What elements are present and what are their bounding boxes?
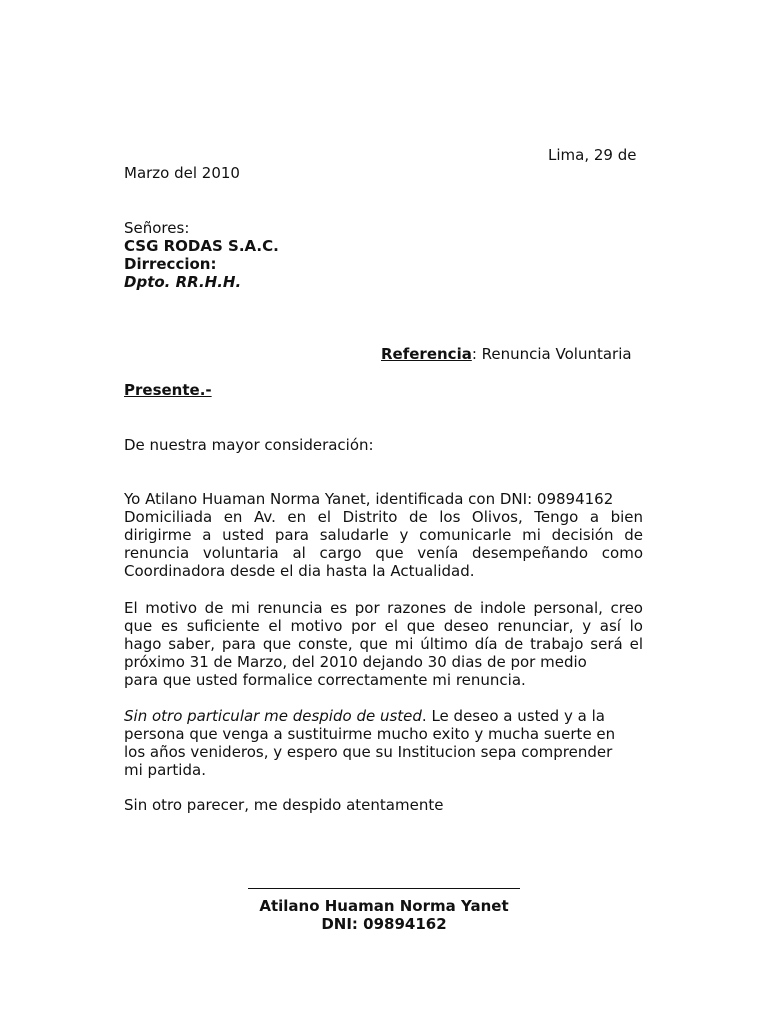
paragraph-2-line: para que usted formalice correctamente mi renuncia. (124, 671, 526, 689)
paragraph-2-line: que es suficiente el motivo por el que deseo renunciar, y así lo (124, 617, 643, 635)
recipient-company: CSG RODAS S.A.C. (124, 237, 279, 255)
paragraph-2-line: El motivo de mi renuncia es por razones de indole personal, creo (124, 599, 643, 617)
greeting: De nuestra mayor consideración: (124, 436, 374, 454)
paragraph-2-line: hago saber, para que conste, que mi último día de trabajo será el (124, 635, 643, 653)
signature-dni: DNI: 09894162 (321, 915, 447, 933)
reference-value: : Renuncia Voluntaria (471, 345, 632, 363)
paragraph-1-line: renuncia voluntaria al cargo que venía desempeñando como (124, 544, 643, 562)
reference-label: Referencia (381, 345, 472, 363)
recipient-salutation: Señores: (124, 219, 190, 237)
signature-name: Atilano Huaman Norma Yanet (259, 897, 509, 915)
paragraph-3-line: persona que venga a sustituirme mucho exito y mucha suerte en (124, 725, 616, 743)
paragraph-3-italic: Sin otro particular me despido de usted (124, 707, 422, 725)
signature-line (248, 888, 520, 889)
paragraph-3-line: mi partida. (124, 761, 206, 779)
recipient-address-label: Dirreccion: (124, 255, 217, 273)
paragraph-1-line: dirigirme a usted para saludarle y comunicarle mi decisión de (124, 526, 643, 544)
date-line-1: Lima, 29 de (548, 146, 637, 164)
paragraph-3-rest: . Le deseo a usted y a la (421, 707, 605, 725)
presente-heading: Presente.- (124, 381, 212, 399)
paragraph-3-first-line (124, 707, 605, 725)
reference-line (381, 345, 632, 363)
paragraph-1-line: Yo Atilano Huaman Norma Yanet, identificada con DNI: 09894162 (124, 490, 614, 508)
paragraph-2-line: próximo 31 de Marzo, del 2010 dejando 30 dias de por medio (124, 653, 587, 671)
recipient-department: Dpto. RR.H.H. (124, 273, 242, 291)
closing-line: Sin otro parecer, me despido atentamente (124, 796, 444, 814)
paragraph-1-line: Coordinadora desde el dia hasta la Actualidad. (124, 562, 475, 580)
paragraph-3-line: los años venideros, y espero que su Institucion sepa comprender (124, 743, 613, 761)
paragraph-1-line: Domiciliada en Av. en el Distrito de los Olivos, Tengo a bien (124, 508, 643, 526)
date-line-2: Marzo del 2010 (124, 164, 240, 182)
